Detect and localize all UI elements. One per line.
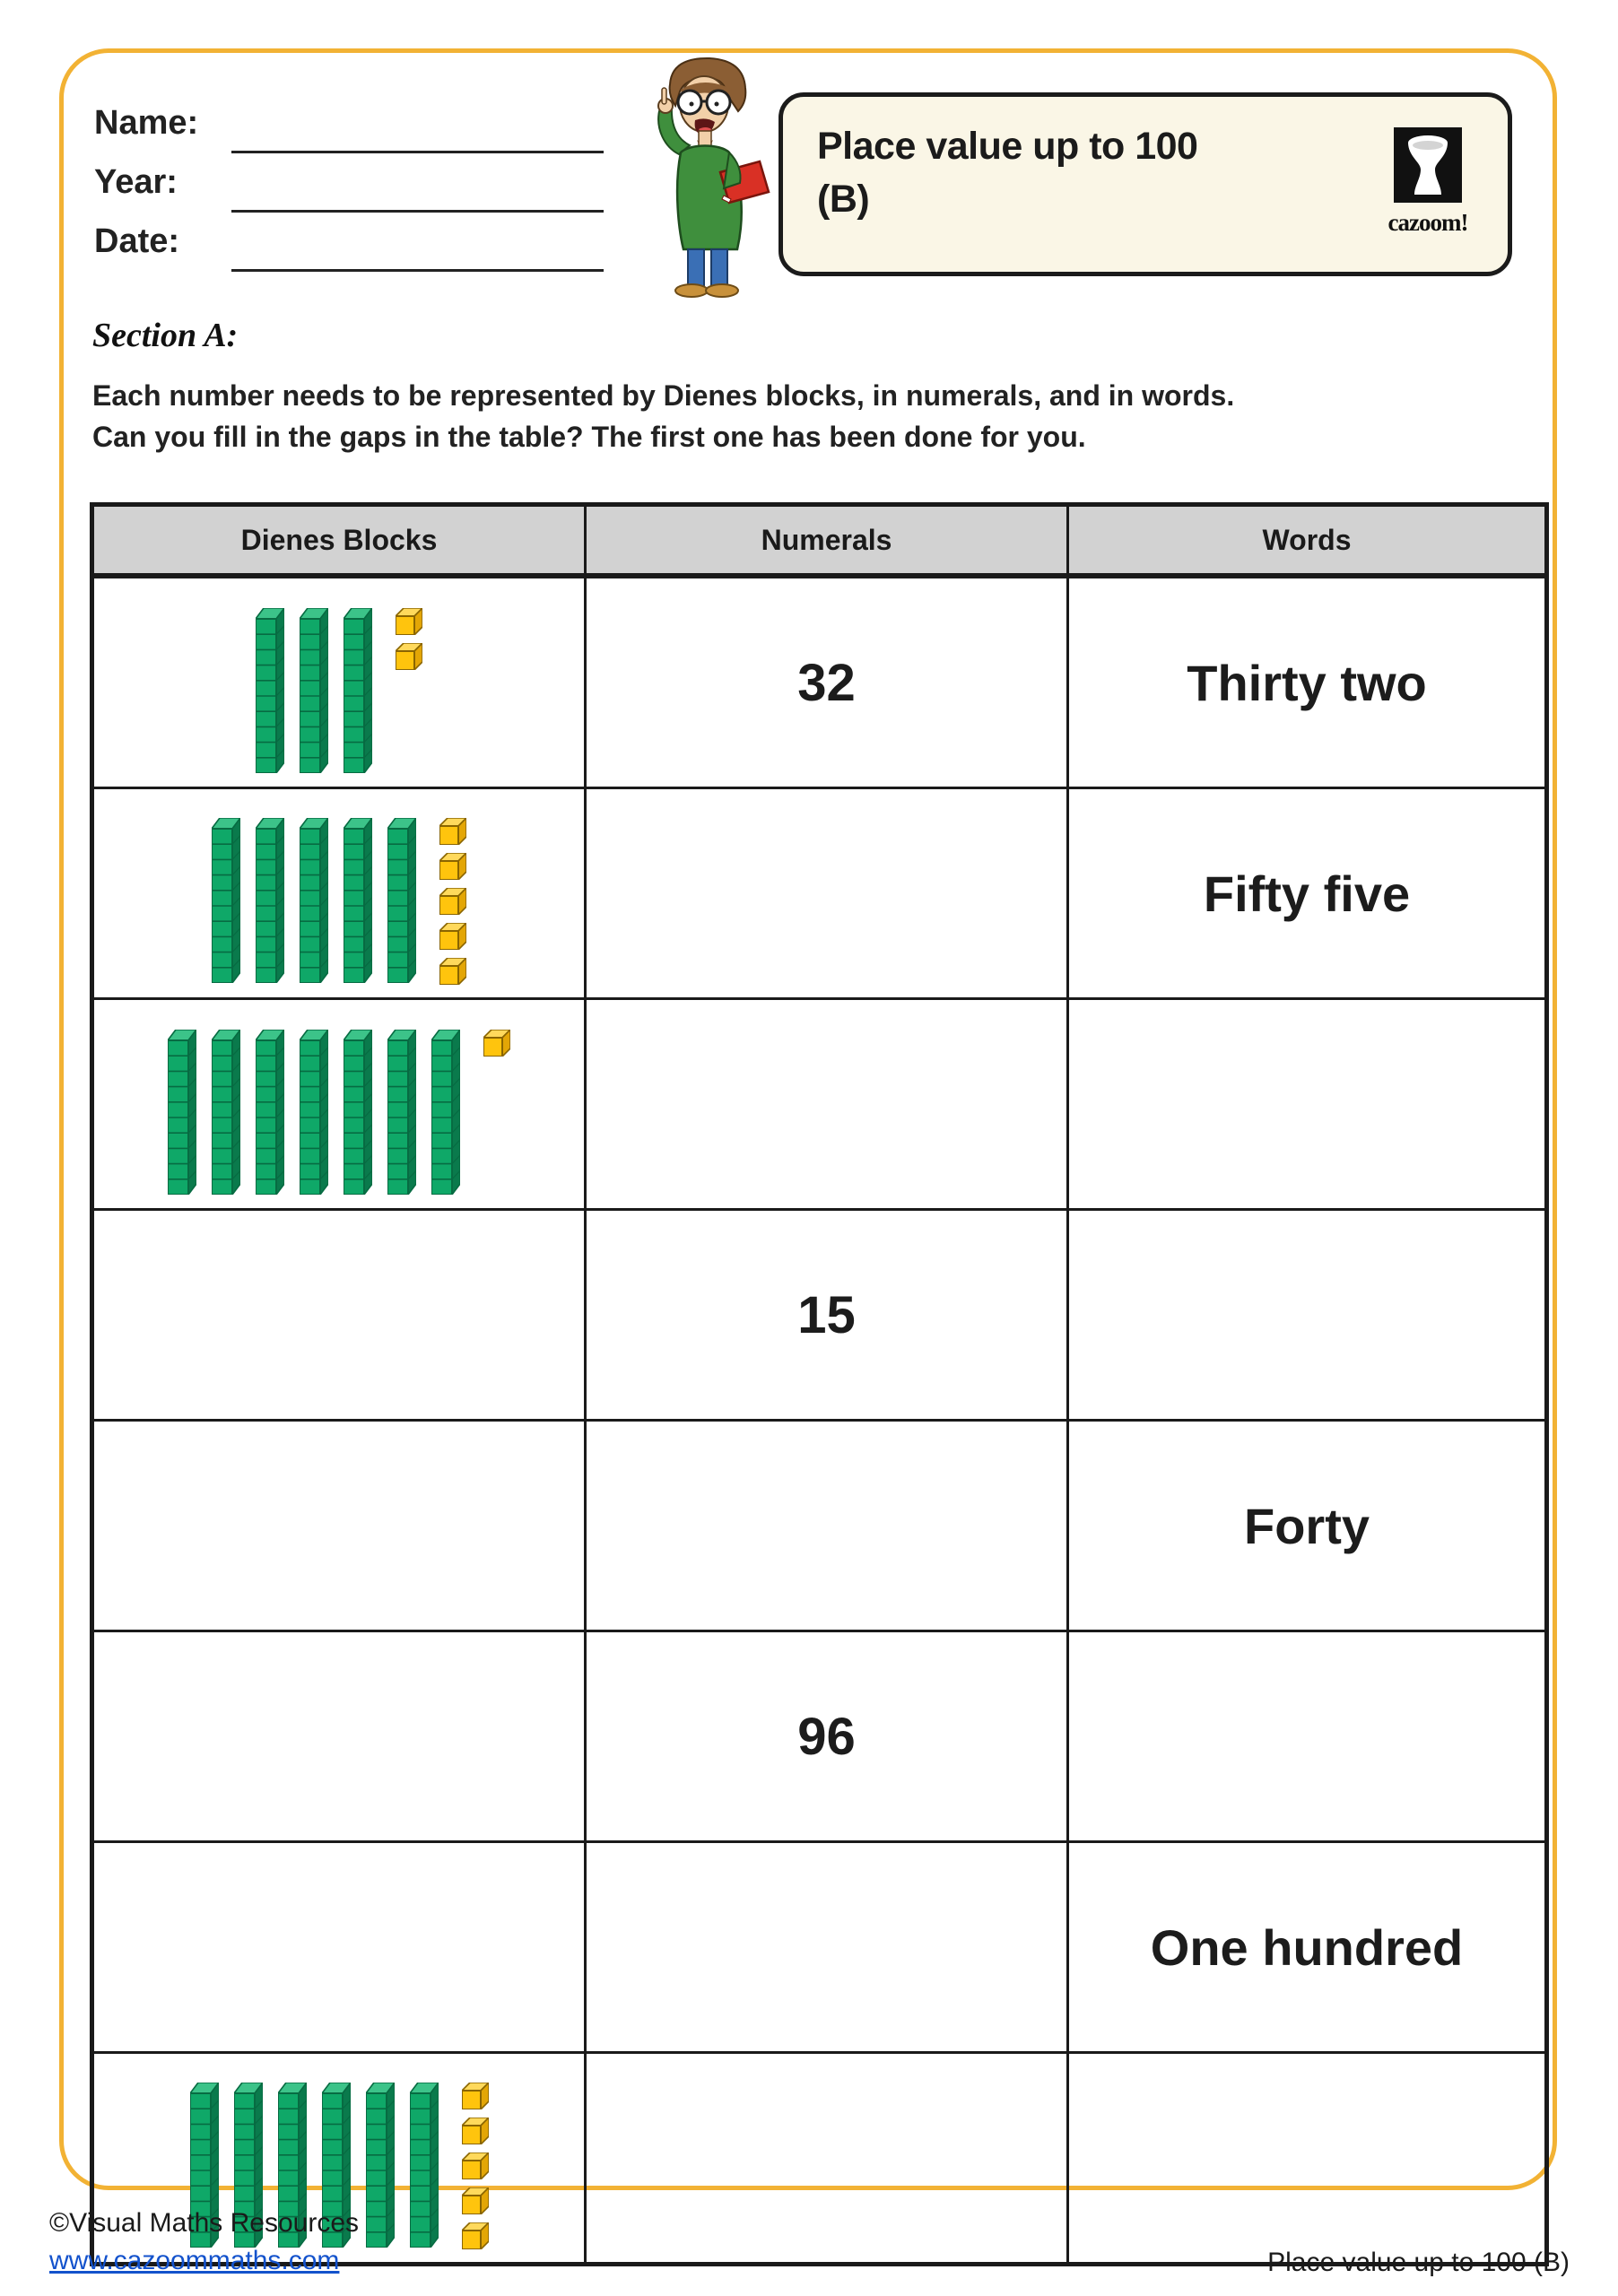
dienes-blocks-cell [92,576,586,788]
cazoom-logo [1379,127,1477,237]
header-words: Words [1068,505,1547,577]
table-row [92,576,1547,788]
table-header-row [92,505,1547,577]
tens-rod-icon [410,2083,439,2248]
tens-rods [256,608,372,773]
title-line-2: (B) [817,178,870,222]
ones-cube-icon [396,643,422,670]
ones-cube-icon [462,2118,489,2144]
ones-cube-icon [462,2187,489,2214]
cazoommaths-link[interactable]: www.cazoommaths.com [49,2246,340,2275]
cazoom-logo-text: cazoom! [1387,209,1468,236]
dienes-blocks-group [95,608,583,773]
words-cell[interactable] [1068,1631,1547,1842]
numerals-cell[interactable] [586,2053,1068,2265]
tens-rod-icon [212,818,240,983]
ones-cube-icon [439,923,466,950]
copyright-text: ©Visual Maths Resources [49,2208,360,2238]
words-cell: Fifty five [1068,788,1547,999]
words-cell[interactable] [1068,999,1547,1210]
tens-rod-icon [212,1030,240,1195]
words-cell[interactable] [1068,2053,1547,2265]
ones-cubes [462,2083,489,2249]
dienes-blocks-group [95,818,583,985]
dienes-blocks-cell [92,999,586,1210]
ones-cubes [396,608,422,670]
teacher-illustration [623,54,794,300]
numerals-cell: 15 [586,1210,1068,1421]
ones-cube-icon [439,958,466,985]
table-row [92,1842,1547,2053]
tens-rods [168,1030,460,1195]
tens-rod-icon [256,818,284,983]
numerals-cell[interactable] [586,999,1068,1210]
table-row [92,999,1547,1210]
year-label: Year: [94,163,178,201]
ones-cube-icon [483,1030,510,1057]
ones-cube-icon [462,2152,489,2179]
ones-cubes [439,818,466,985]
ones-cube-icon [462,2222,489,2249]
header-dienes-blocks: Dienes Blocks [92,505,586,577]
dienes-blocks-cell [92,788,586,999]
section-a-heading: Section A: [92,317,239,354]
tens-rod-icon [344,818,372,983]
instructions-line-2: Can you fill in the gaps in the table? The first one has been done for you. [92,421,1086,454]
numerals-cell[interactable] [586,788,1068,999]
dienes-blocks-cell[interactable] [92,1631,586,1842]
name-input-line[interactable] [231,151,604,153]
tens-rod-icon [366,2083,395,2248]
table-row [92,788,1547,999]
title-line-1: Place value up to 100 [817,125,1198,168]
tens-rod-icon [256,1030,284,1195]
cazoom-drum-icon [1394,127,1462,203]
tens-rod-icon [300,1030,328,1195]
tens-rod-icon [256,608,284,773]
year-input-line[interactable] [231,210,604,213]
numerals-cell[interactable] [586,1842,1068,2053]
date-label: Date: [94,222,180,260]
numerals-cell: 32 [586,576,1068,788]
numerals-cell: 96 [586,1631,1068,1842]
footer-worksheet-title: Place value up to 100 (B) [1267,2248,1570,2277]
ones-cubes [483,1030,510,1057]
worksheet-title [817,120,1319,227]
words-cell: Thirty two [1068,576,1547,788]
ones-cube-icon [439,818,466,845]
table-row [92,1421,1547,1631]
dienes-blocks-cell[interactable] [92,1210,586,1421]
place-value-table [90,502,1549,2266]
tens-rod-icon [168,1030,196,1195]
dienes-blocks-group [95,1030,583,1195]
ones-cube-icon [439,853,466,880]
words-cell: One hundred [1068,1842,1547,2053]
name-label: Name: [94,104,199,142]
tens-rod-icon [300,818,328,983]
ones-cube-icon [439,888,466,915]
words-cell: Forty [1068,1421,1547,1631]
tens-rod-icon [387,1030,416,1195]
instructions-text [92,375,1518,458]
tens-rod-icon [344,1030,372,1195]
dienes-blocks-cell[interactable] [92,1842,586,2053]
instructions-line-1: Each number needs to be represented by Dienes blocks, in numerals, and in words. [92,379,1235,412]
numerals-cell[interactable] [586,1421,1068,1631]
tens-rod-icon [387,818,416,983]
ones-cube-icon [396,608,422,635]
date-input-line[interactable] [231,269,604,272]
table-row [92,1210,1547,1421]
title-box [779,92,1512,276]
header-numerals: Numerals [586,505,1068,577]
dienes-blocks-cell[interactable] [92,1421,586,1631]
tens-rods [212,818,416,983]
tens-rod-icon [431,1030,460,1195]
words-cell[interactable] [1068,1210,1547,1421]
tens-rod-icon [300,608,328,773]
table-row [92,1631,1547,1842]
worksheet-table-body [92,576,1547,2265]
tens-rod-icon [344,608,372,773]
ones-cube-icon [462,2083,489,2109]
